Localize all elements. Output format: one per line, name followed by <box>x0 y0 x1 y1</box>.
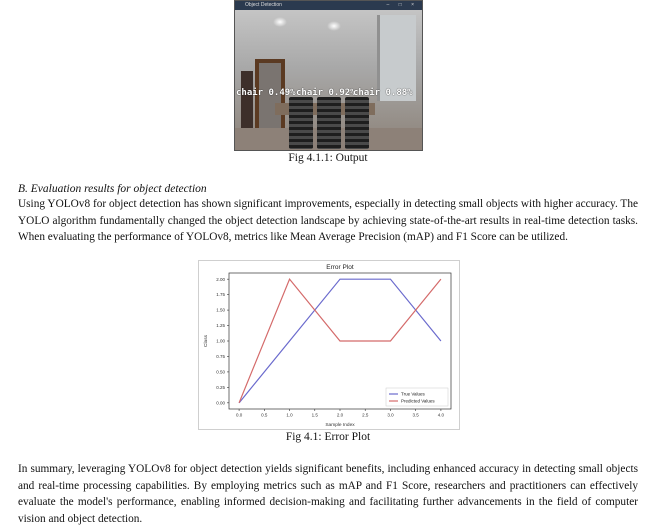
y-tick-label: 1.25 <box>216 323 225 329</box>
x-tick-label: 2.0 <box>336 412 344 418</box>
paragraph-summary: In summary, leveraging YOLOv8 for object detection yields significant benefits, including enhanced accuracy in detecting small objects and real-time processing capabilities. By employing metrics such as mAP and F1 Score, researchers and practitioners can effectively evaluate the model's performance, enabling informed decision-making and facilitating further advancements in the field of computer vision and object detection. <box>18 463 638 525</box>
chair <box>317 97 341 149</box>
figure-caption-error-plot: Fig 4.1: Error Plot <box>285 431 371 443</box>
legend-label: True Values <box>401 391 425 397</box>
chair <box>345 97 369 149</box>
detection-label: chair 0.49% <box>236 88 296 98</box>
chair <box>289 97 313 149</box>
window-controls: – □ × <box>386 2 418 8</box>
window-titlebar <box>235 1 422 10</box>
x-tick-label: 3.0 <box>387 412 394 418</box>
x-axis-label: Sample Index <box>325 423 355 428</box>
ceiling-light <box>273 17 287 27</box>
x-tick-label: 1.5 <box>311 412 318 418</box>
y-tick-label: 1.75 <box>216 292 225 298</box>
room-rack <box>241 71 253 133</box>
room-door <box>255 59 285 137</box>
x-tick-label: 3.5 <box>412 412 419 418</box>
detection-label: chair 0.88% <box>353 88 413 98</box>
series-line-1 <box>239 279 441 403</box>
y-tick-label: 1.00 <box>216 338 225 344</box>
section-heading: B. Evaluation results for object detection <box>18 183 207 195</box>
x-tick-label: 0.5 <box>261 412 268 418</box>
paragraph-evaluation: Using YOLOv8 for object detection has shown significant improvements, especially in detecting small objects with higher accuracy. The YOLO algorithm fundamentally changed the object detection landscape by achieving state-of-the-art results in real-time detection tasks. When evaluating the performance of YOLOv8, metrics like Mean Average Precision (mAP) and F1 Score can be utilized. <box>18 198 638 243</box>
y-tick-label: 2.00 <box>216 276 225 282</box>
window-title: Object Detection <box>245 2 282 8</box>
error-plot <box>198 260 460 430</box>
ceiling-light <box>327 21 341 31</box>
y-tick-label: 0.25 <box>216 384 225 390</box>
x-tick-label: 4.0 <box>437 412 445 418</box>
y-axis-label: Class <box>204 335 209 347</box>
x-tick-label: 1.0 <box>286 412 293 418</box>
y-tick-label: 0.00 <box>216 400 225 406</box>
x-tick-label: 2.5 <box>362 412 369 418</box>
legend-label: Predicted Values <box>401 398 435 404</box>
y-tick-label: 1.50 <box>216 307 225 313</box>
figure-caption-output: Fig 4.1.1: Output <box>288 152 368 164</box>
error-plot-svg <box>199 261 459 429</box>
chart-title: Error Plot <box>326 264 354 271</box>
y-tick-label: 0.50 <box>216 369 225 375</box>
detection-label: chair 0.92% <box>296 88 356 98</box>
previous-page-text-fragment <box>18 0 218 4</box>
x-tick-label: 0.0 <box>235 412 243 418</box>
detection-output-image <box>234 0 423 151</box>
y-tick-label: 0.75 <box>216 354 225 360</box>
